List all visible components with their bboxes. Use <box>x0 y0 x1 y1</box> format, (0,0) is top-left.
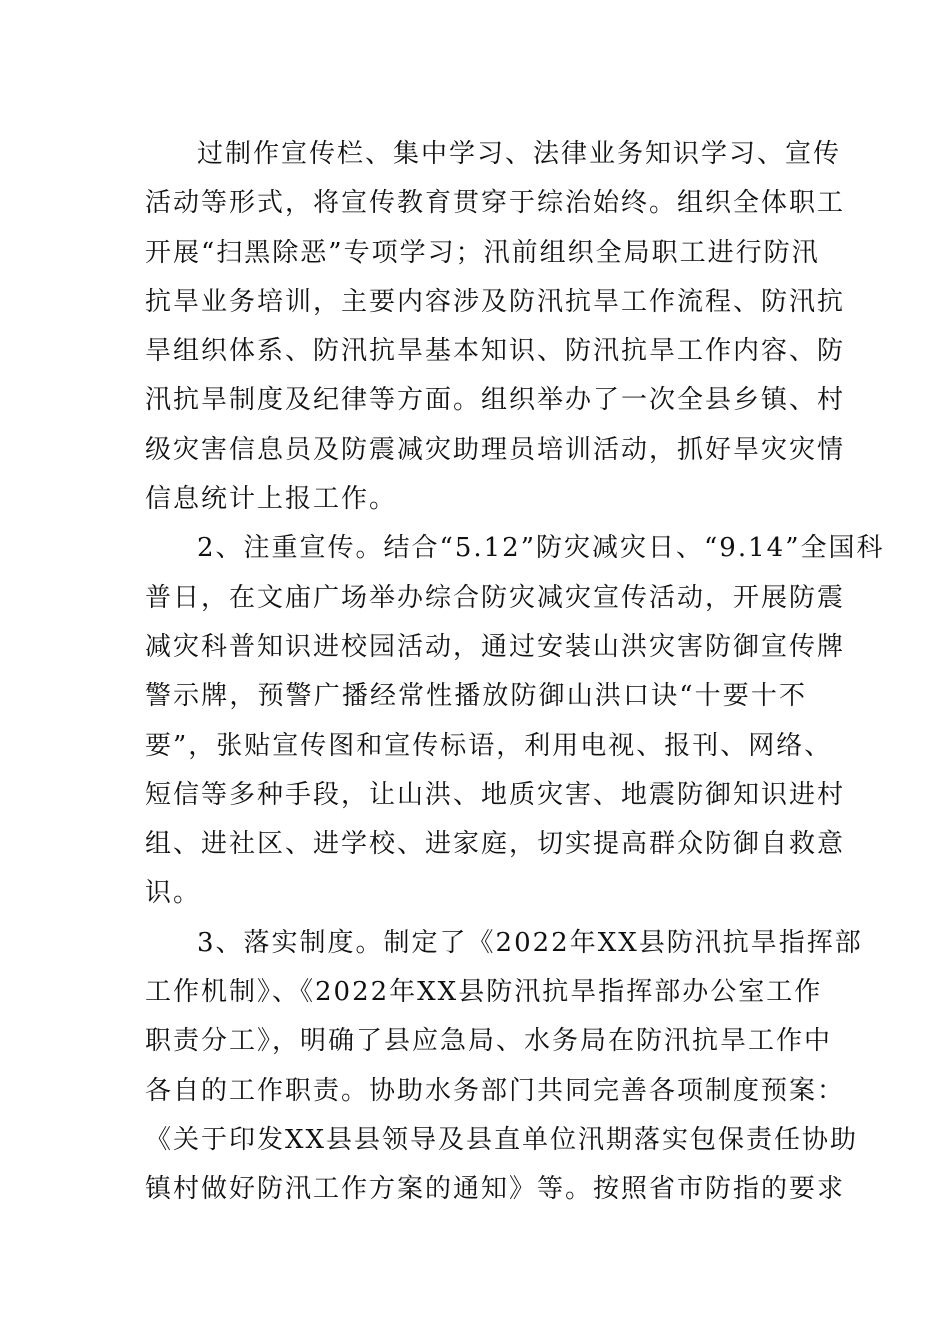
text-line: 各自的工作职责。协助水务部门共同完善各项制度预案： <box>145 1075 846 1106</box>
text-line: 识。 <box>145 878 202 909</box>
text-line: 级灾害信息员及防震减灾助理员培训活动，抓好旱灾灾情 <box>145 434 846 465</box>
text-line: 旱组织体系、防汛抗旱基本知识、防汛抗旱工作内容、防 <box>145 336 846 367</box>
text-line: 普日，在文庙广场举办综合防灾减灾宣传活动，开展防震 <box>145 582 846 613</box>
text-line: 工作机制》、《2022年XX县防汛抗旱指挥部办公室工作 <box>145 977 823 1008</box>
text-line: 3、落实制度。制定了《2022年XX县防汛抗旱指挥部 <box>197 927 863 958</box>
text-line: 活动等形式，将宣传教育贯穿于综治始终。组织全体职工 <box>145 188 846 219</box>
text-line: 2、注重宣传。结合“5.12”防灾减灾日、“9.14”全国科 <box>197 533 885 564</box>
text-line: 短信等多种手段，让山洪、地质灾害、地震防御知识进村 <box>145 779 846 810</box>
text-line: 组、进社区、进学校、进家庭，切实提高群众防御自救意 <box>145 829 846 860</box>
text-line: 汛抗旱制度及纪律等方面。组织举办了一次全县乡镇、村 <box>145 385 846 416</box>
text-line: 开展“扫黑除恶”专项学习；汛前组织全局职工进行防汛 <box>145 237 820 268</box>
text-line: 警示牌，预警广播经常性播放防御山洪口诀“十要十不 <box>145 681 807 712</box>
text-line: 过制作宣传栏、集中学习、法律业务知识学习、宣传 <box>197 139 842 169</box>
document-body <box>145 130 885 1215</box>
text-line: 镇村做好防汛工作方案的通知》等。按照省市防指的要求 <box>145 1174 846 1205</box>
paragraph-2 <box>145 524 885 918</box>
text-line: 信息统计上报工作。 <box>145 484 398 515</box>
text-line: 减灾科普知识进校园活动，通过安装山洪灾害防御宣传牌 <box>145 631 846 662</box>
paragraph-3 <box>145 919 863 1215</box>
paragraph-1 <box>145 130 846 524</box>
text-line: 要”，张贴宣传图和宣传标语，利用电视、报刊、网络、 <box>145 730 833 761</box>
text-line: 抗旱业务培训，主要内容涉及防汛抗旱工作流程、防汛抗 <box>145 286 846 317</box>
text-line: 《关于印发XX县县领导及县直单位汛期落实包保责任协助 <box>145 1124 859 1155</box>
text-line: 职责分工》，明确了县应急局、水务局在防汛抗旱工作中 <box>145 1026 833 1057</box>
